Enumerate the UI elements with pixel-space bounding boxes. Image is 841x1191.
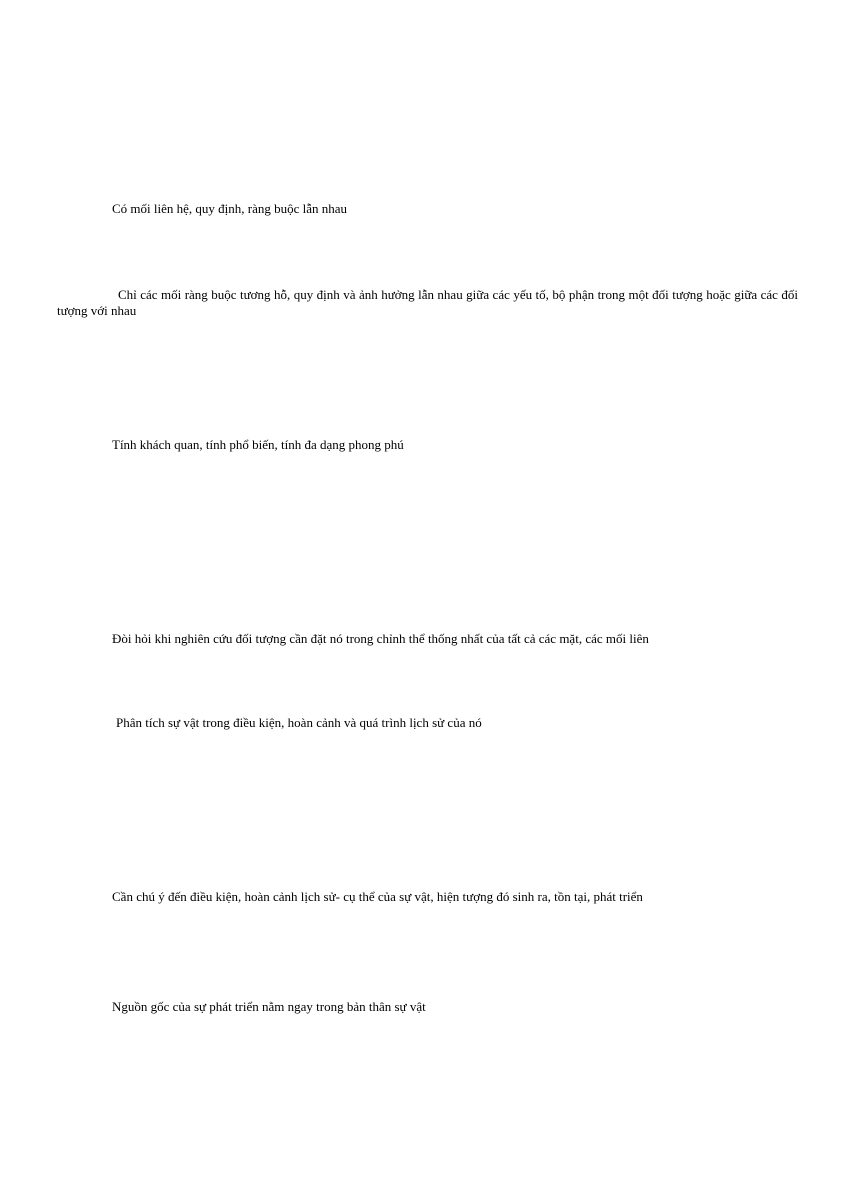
paragraph-source-of-development: Nguồn gốc của sự phát triển nằm ngay trong bản thân sự vật [112, 999, 426, 1014]
paragraph-historical-analysis: Phân tích sự vật trong điều kiện, hoàn cảnh và quá trình lịch sử của nó [116, 715, 482, 730]
paragraph-relation-meaning [57, 287, 798, 319]
paragraph-relation-definition: Có mối liên hệ, quy định, ràng buộc lẫn nhau [112, 201, 348, 216]
paragraph-properties: Tính khách quan, tính phổ biến, tính đa dạng phong phú [112, 437, 404, 452]
paragraph-holistic-principle: Đòi hỏi khi nghiên cứu đối tượng cần đặt nó trong chỉnh thể thống nhất của tất cả các mặt, các mối liên [112, 631, 649, 646]
paragraph-historical-concrete: Cần chú ý đến điều kiện, hoàn cảnh lịch sử- cụ thể của sự vật, hiện tượng đó sinh ra, tồn tại, phát triển [112, 889, 643, 904]
paragraph-relation-meaning-text: Chỉ các mối ràng buộc tương hỗ, quy định và ảnh hưởng lẫn nhau giữa các yếu tố, bộ phận trong một đối tượng hoặc giữa các đối tượng với nhau [57, 287, 798, 318]
